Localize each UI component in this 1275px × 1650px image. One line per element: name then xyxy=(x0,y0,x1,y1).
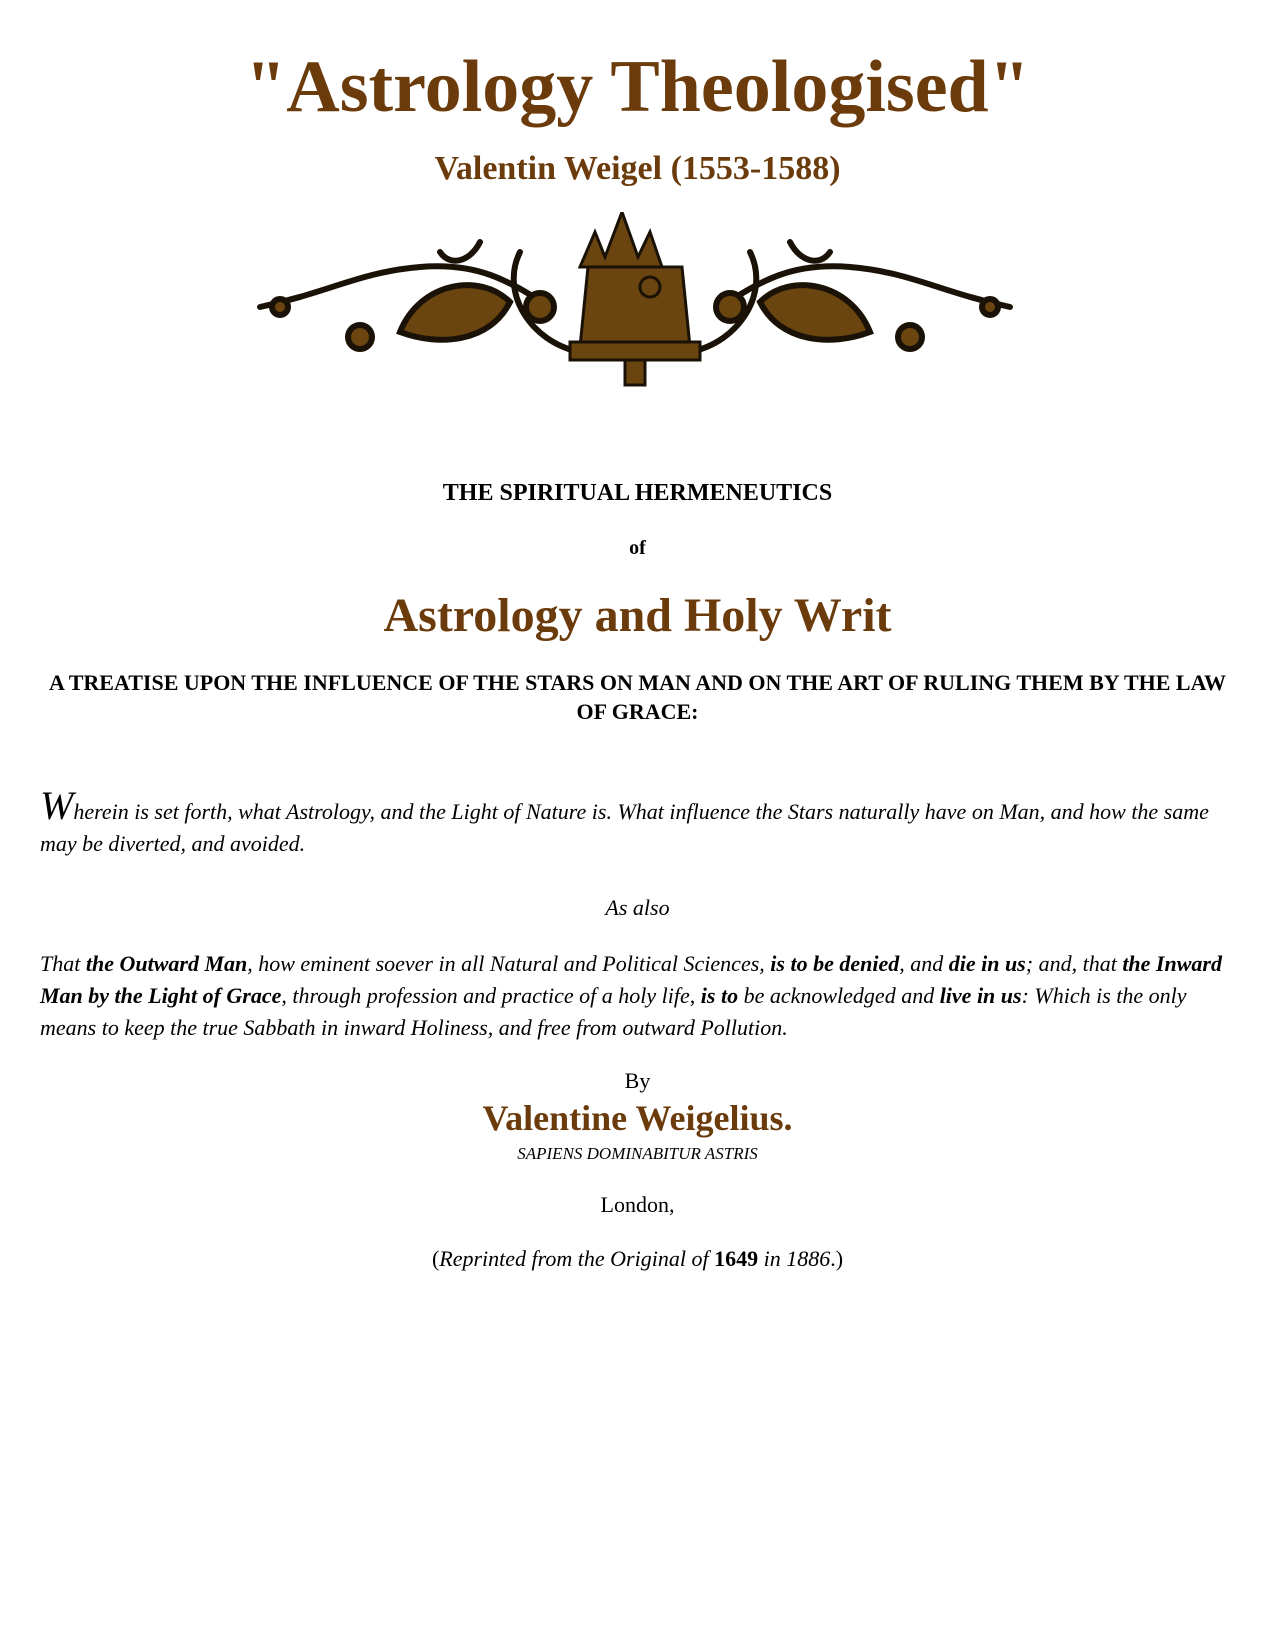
heading-spiritual-hermeneutics: THE SPIRITUAL HERMENEUTICS xyxy=(442,480,833,506)
paragraph-text: be acknowledged and xyxy=(738,983,940,1008)
ornament-image xyxy=(250,212,1020,392)
reprint-year: 1649 xyxy=(714,1246,759,1271)
main-heading: Astrology and Holy Writ xyxy=(383,589,892,642)
heading-of: of xyxy=(629,537,646,559)
reprint-mid: in 1886 xyxy=(758,1246,831,1271)
emphasis-text: is to be denied xyxy=(770,951,900,976)
emphasis-text: the Outward Man xyxy=(85,951,248,976)
intro-paragraph xyxy=(40,783,1240,860)
emphasis-text: live in us xyxy=(939,983,1022,1008)
drop-cap: W xyxy=(40,783,74,828)
paragraph-text: , through profession and practice of a holy life, xyxy=(281,983,701,1008)
subtitle: Valentin Weigel (1553-1588) xyxy=(434,150,841,187)
reprint-close: .) xyxy=(830,1246,844,1271)
reprint-pre: Reprinted from the Original of xyxy=(439,1246,715,1271)
paragraph-text: , and xyxy=(899,951,949,976)
treatise-heading: A TREATISE UPON THE INFLUENCE OF THE STARS ON MAN AND ON THE ART OF RULING THEM BY THE LAW OF GRACE: xyxy=(48,670,1227,724)
emphasis-text: is to xyxy=(700,983,739,1008)
outward-inward-paragraph xyxy=(40,948,1240,1044)
paragraph-text: That xyxy=(40,951,86,976)
place-london: London, xyxy=(600,1192,675,1217)
by-label: By xyxy=(624,1068,651,1093)
reprint-open: ( xyxy=(431,1246,440,1271)
paragraph-text: ; and, that xyxy=(1025,951,1123,976)
motto: SAPIENS DOMINABITUR ASTRIS xyxy=(517,1144,758,1163)
intro-text: herein is set forth, what Astrology, and the Light of Nature is. What influence the Stars naturally have on Man, and how the same may be diverted, and avoided. xyxy=(40,799,1209,856)
paragraph-text: : Which is the only means to keep the true Sabbath in inward Holiness, and free from outward Pollution. xyxy=(40,983,1187,1040)
page-title: "Astrology Theologised" xyxy=(245,46,1030,128)
emphasis-text: die in us xyxy=(948,951,1026,976)
as-also-text: As also xyxy=(605,895,670,920)
author-name: Valentine Weigelius. xyxy=(482,1098,793,1138)
reprint-note xyxy=(0,1246,1275,1272)
paragraph-text: , how eminent soever in all Natural and Political Sciences, xyxy=(247,951,771,976)
emphasis-text: the Inward Man by the Light of Grace xyxy=(40,951,1222,1008)
